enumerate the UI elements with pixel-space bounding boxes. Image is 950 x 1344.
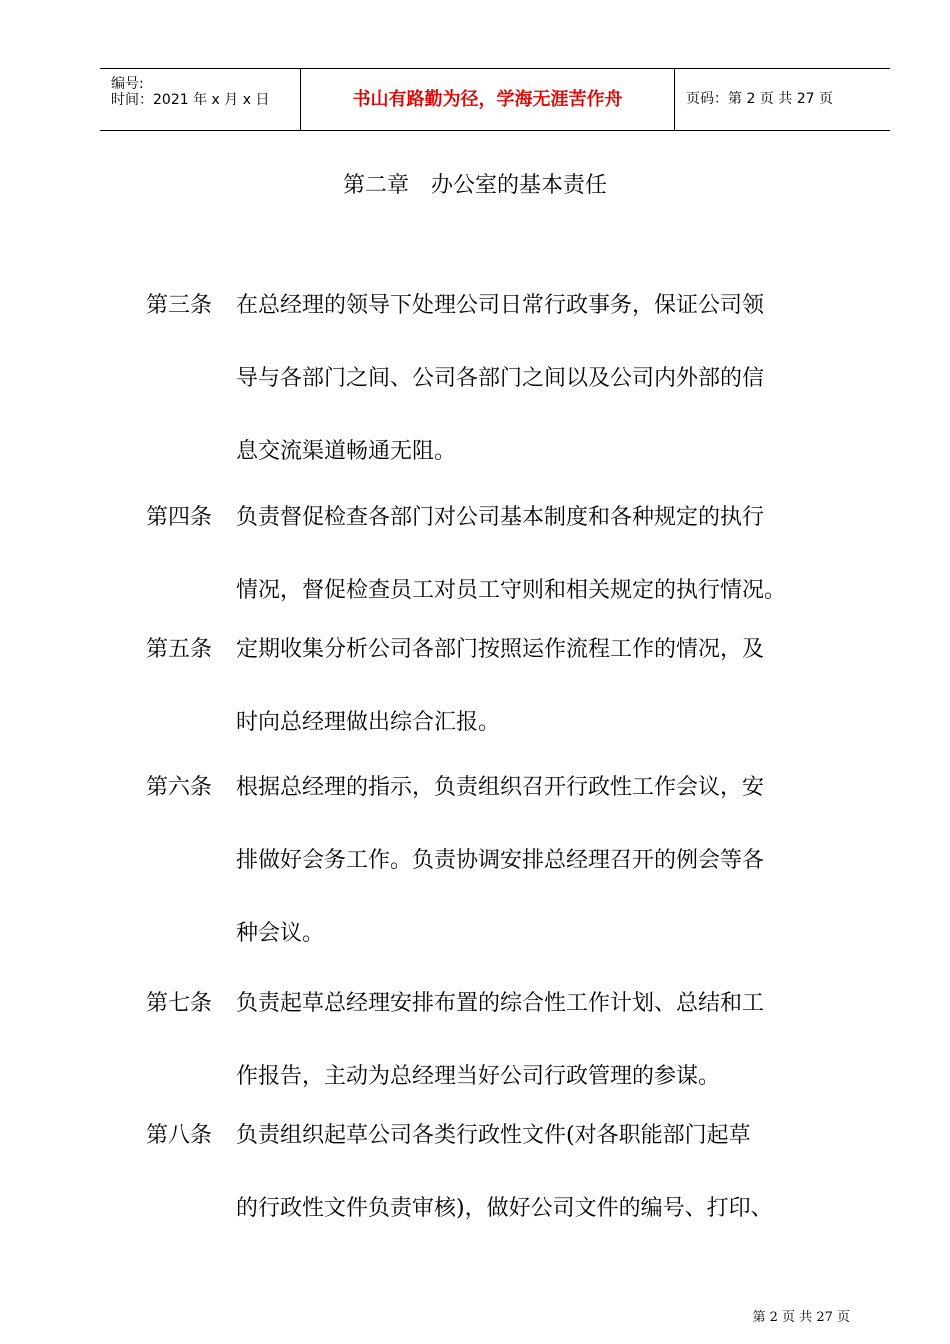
article-text-line: 负责组织起草公司各类行政性文件(对各职能部门起草 xyxy=(236,1123,751,1148)
article-text-line: 在总经理的领导下处理公司日常行政事务，保证公司领 xyxy=(236,293,765,318)
time-label: 时间：2021 年 x 月 x 日 xyxy=(111,92,270,108)
article-text-line: 的行政性文件负责审核)，做好公司文件的编号、打印、 xyxy=(236,1196,773,1221)
page-footer: 第 2 页 共 27 页 xyxy=(752,1310,850,1325)
article-text-line: 种会议。 xyxy=(236,921,325,946)
article-number: 第八条 xyxy=(146,1123,213,1148)
header-motto: 书山有路勤为径，学海无涯苦作舟 xyxy=(301,69,675,130)
article-text-line: 根据总经理的指示，负责组织召开行政性工作会议，安 xyxy=(236,775,765,800)
article-text-line: 负责起草总经理安排布置的综合性工作计划、总结和工 xyxy=(236,991,765,1016)
article-number: 第五条 xyxy=(146,637,213,662)
serial-label: 编号: xyxy=(111,76,144,92)
article-text-line: 时向总经理做出综合汇报。 xyxy=(236,710,501,735)
article-number: 第六条 xyxy=(146,775,213,800)
header-meta-cell xyxy=(100,69,301,130)
article-number: 第四条 xyxy=(146,505,213,530)
article-text-line: 作报告，主动为总经理当好公司行政管理的参谋。 xyxy=(236,1064,721,1089)
article-number: 第七条 xyxy=(146,991,213,1016)
chapter-title: 第二章 办公室的基本责任 xyxy=(342,173,607,198)
article-text-line: 情况，督促检查员工对员工守则和相关规定的执行情况。 xyxy=(236,578,787,603)
header-page-label: 页码：第 2 页 共 27 页 xyxy=(686,91,833,107)
article-text-line: 息交流渠道畅通无阻。 xyxy=(236,439,457,464)
article-text-line: 排做好会务工作。负责协调安排总经理召开的例会等各 xyxy=(236,848,765,873)
article-text-line: 负责督促检查各部门对公司基本制度和各种规定的执行 xyxy=(236,505,765,530)
article-text-line: 定期收集分析公司各部门按照运作流程工作的情况，及 xyxy=(236,637,765,662)
article-text-line: 导与各部门之间、公司各部门之间以及公司内外部的信 xyxy=(236,366,765,391)
document-header xyxy=(100,68,890,131)
article-number: 第三条 xyxy=(146,293,213,318)
